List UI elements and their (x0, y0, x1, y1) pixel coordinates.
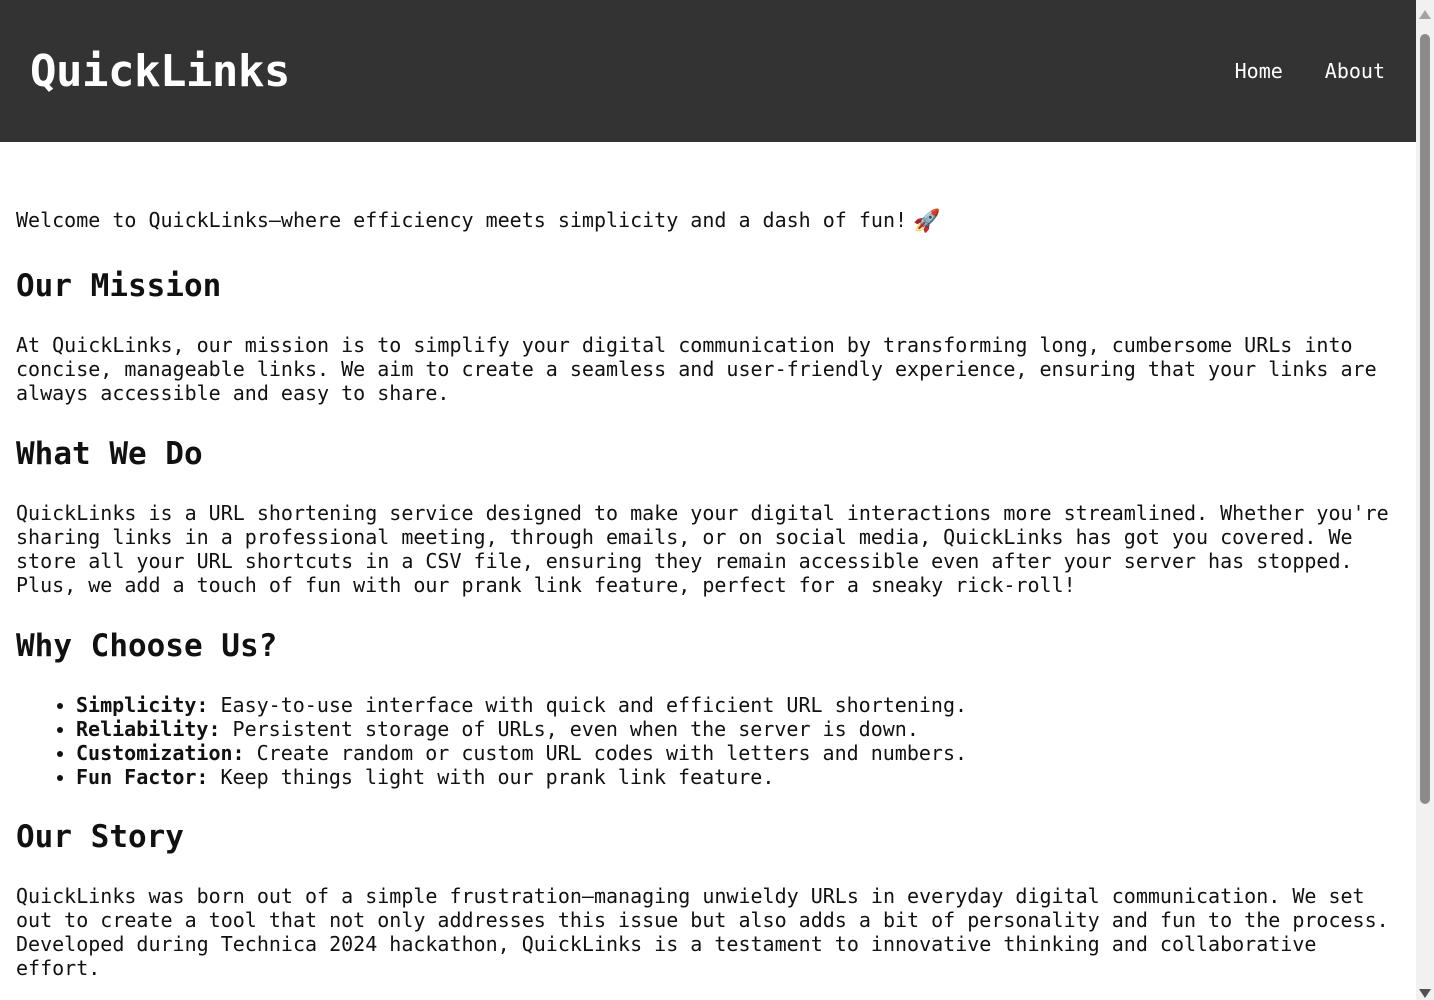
mission-text: At QuickLinks, our mission is to simplify your digital communication by transforming long, cumbersome URLs into concise, manageable links. We aim to create a seamless and user-friendly experience, ensuring that your links are always accessible and easy to share. (16, 333, 1377, 405)
story-text: QuickLinks was born out of a simple frustration—managing unwieldy URLs in everyday digital communication. We set out to create a tool that not only addresses this issue but also adds a bit of personality and fun to the process. Developed during Technica 2024 hackathon, QuickLinks is a testament to innovative thinking and collaborative effort. (16, 884, 1389, 980)
navbar (0, 0, 1416, 142)
nav-links (1235, 58, 1385, 84)
scrollbar-thumb[interactable] (1420, 34, 1430, 804)
feature-text: Easy-to-use interface with quick and efficient URL shortening. (208, 693, 968, 717)
what-we-do-heading: What We Do (16, 436, 203, 472)
mission-heading: Our Mission (16, 268, 222, 304)
rocket-icon: 🚀 (913, 209, 941, 234)
scroll-up-icon[interactable] (1419, 10, 1431, 19)
list-item (76, 765, 967, 789)
intro-text-label: Welcome to QuickLinks—where efficiency meets simplicity and a dash of fun! (16, 208, 908, 232)
nav-link-home[interactable]: Home (1234, 59, 1283, 83)
feature-text: Persistent storage of URLs, even when the server is down. (220, 717, 919, 741)
main-content (16, 142, 1396, 1000)
scroll-down-icon[interactable] (1419, 989, 1431, 998)
feature-text: Keep things light with our prank link feature. (208, 765, 775, 789)
feature-text: Create random or custom URL codes with letters and numbers. (244, 741, 968, 765)
what-we-do-text: QuickLinks is a URL shortening service designed to make your digital interactions more streamlined. Whether you're sharing links in a professional meeting, through emails, or on social media, QuickLinks has got you covered. We store all your URL shortcuts in a CSV file, ensuring they remain accessible even after your server has stopped. Plus, we add a touch of fun with our prank link feature, perfect for a sneaky rick-roll! (16, 501, 1389, 597)
feature-label: Simplicity: (76, 693, 209, 717)
feature-label: Reliability: (76, 717, 221, 741)
nav-link-about[interactable]: About (1324, 59, 1385, 83)
feature-label: Fun Factor: (76, 765, 209, 789)
features-list (16, 693, 967, 789)
list-item (76, 717, 967, 741)
vertical-scrollbar[interactable] (1416, 0, 1434, 1000)
feature-label: Customization: (76, 741, 245, 765)
list-item (76, 741, 967, 765)
brand-logo[interactable]: QuickLinks (30, 46, 290, 97)
story-heading: Our Story (16, 819, 184, 855)
intro-text (16, 208, 940, 234)
why-choose-heading: Why Choose Us? (16, 628, 278, 664)
list-item (76, 693, 967, 717)
